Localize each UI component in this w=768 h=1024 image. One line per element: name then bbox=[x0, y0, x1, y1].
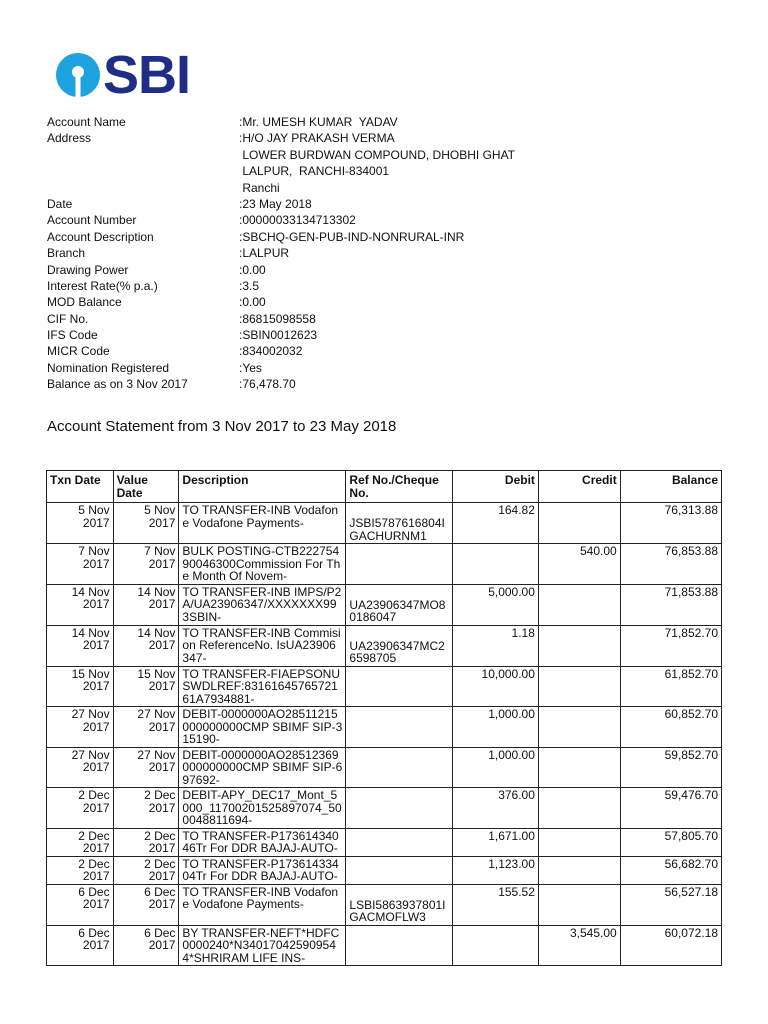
table-row bbox=[47, 707, 722, 748]
cell-balance: 56,527.18 bbox=[620, 884, 721, 925]
cell-debit: 10,000.00 bbox=[453, 666, 539, 707]
cell-txn-date: 27 Nov 2017 bbox=[47, 747, 114, 788]
info-value: :0.00 bbox=[239, 295, 266, 310]
cell-value-date: 14 Nov 2017 bbox=[113, 584, 179, 625]
cell-balance: 60,852.70 bbox=[620, 707, 721, 748]
cell-debit: 1,123.00 bbox=[453, 856, 539, 884]
cell-txn-date: 27 Nov 2017 bbox=[47, 707, 114, 748]
cell-ref bbox=[346, 707, 453, 748]
info-value: :86815098558 bbox=[239, 311, 316, 326]
info-label bbox=[47, 147, 239, 163]
header-credit: Credit bbox=[538, 471, 620, 503]
cell-credit: 540.00 bbox=[538, 544, 620, 585]
cell-value-date: 5 Nov 2017 bbox=[113, 503, 179, 544]
info-label: Account Number bbox=[47, 213, 137, 228]
table-row bbox=[47, 584, 722, 625]
info-row bbox=[47, 262, 515, 278]
info-row bbox=[47, 245, 515, 261]
info-value: :Mr. UMESH KUMAR YADAV bbox=[239, 115, 398, 129]
info-label: Account Name bbox=[47, 115, 126, 129]
info-label: CIF No. bbox=[47, 311, 89, 326]
info-label bbox=[47, 163, 239, 179]
cell-ref bbox=[346, 666, 453, 707]
cell-txn-date: 6 Dec 2017 bbox=[47, 925, 114, 966]
info-value: :SBCHQ-GEN-PUB-IND-NONRURAL-INR bbox=[239, 229, 465, 244]
table-row bbox=[47, 747, 722, 788]
cell-balance: 57,805.70 bbox=[620, 828, 721, 856]
cell-balance: 60,072.18 bbox=[620, 925, 721, 966]
header-debit: Debit bbox=[453, 471, 539, 503]
header-value-date: Value Date bbox=[113, 471, 179, 503]
info-value: :23 May 2018 bbox=[239, 196, 312, 211]
cell-balance: 61,852.70 bbox=[620, 666, 721, 707]
cell-value-date: 15 Nov 2017 bbox=[113, 666, 179, 707]
cell-credit bbox=[538, 503, 620, 544]
cell-description: DEBIT-0000000AO28512369000000000CMP SBIMF SIP-697692- bbox=[179, 747, 346, 788]
cell-description: TO TRANSFER-INB Commision ReferenceNo. IsUA23906347- bbox=[179, 625, 346, 666]
cell-credit bbox=[538, 828, 620, 856]
cell-balance: 56,682.70 bbox=[620, 856, 721, 884]
cell-description: TO TRANSFER-P17361433404Tr For DDR BAJAJ-AUTO- bbox=[179, 856, 346, 884]
info-value: Ranchi bbox=[239, 180, 280, 195]
table-row bbox=[47, 828, 722, 856]
info-value: LALPUR, RANCHI-834001 bbox=[239, 164, 390, 179]
cell-txn-date: 2 Dec 2017 bbox=[47, 788, 114, 829]
header-txn-date: Txn Date bbox=[47, 471, 114, 503]
cell-balance: 59,852.70 bbox=[620, 747, 721, 788]
info-label: Account Description bbox=[47, 229, 154, 244]
info-row bbox=[47, 229, 515, 245]
info-value: :834002032 bbox=[239, 344, 303, 359]
cell-debit: 164.82 bbox=[453, 503, 539, 544]
cell-description: BY TRANSFER-NEFT*HDFC0000240*N340170425909544*SHRIRAM LIFE INS- bbox=[179, 925, 346, 966]
table-row bbox=[47, 788, 722, 829]
cell-value-date: 6 Dec 2017 bbox=[113, 884, 179, 925]
cell-value-date: 2 Dec 2017 bbox=[113, 828, 179, 856]
cell-ref bbox=[346, 788, 453, 829]
cell-ref: UA23906347MC26598705 bbox=[346, 625, 453, 666]
info-label bbox=[47, 180, 239, 196]
cell-credit bbox=[538, 884, 620, 925]
cell-debit: 5,000.00 bbox=[453, 584, 539, 625]
cell-value-date: 2 Dec 2017 bbox=[113, 856, 179, 884]
cell-description: TO TRANSFER-P17361434046Tr For DDR BAJAJ-AUTO- bbox=[179, 828, 346, 856]
info-value: :00000033134713302 bbox=[239, 213, 356, 228]
info-label: Branch bbox=[47, 246, 86, 261]
cell-ref bbox=[346, 747, 453, 788]
info-label: Address bbox=[47, 131, 92, 146]
cell-debit: 1,671.00 bbox=[453, 828, 539, 856]
cell-balance: 76,313.88 bbox=[620, 503, 721, 544]
info-row bbox=[47, 163, 515, 179]
cell-debit: 1.18 bbox=[453, 625, 539, 666]
header-ref: Ref No./Cheque No. bbox=[346, 471, 453, 503]
cell-txn-date: 5 Nov 2017 bbox=[47, 503, 114, 544]
header-description: Description bbox=[179, 471, 346, 503]
info-row bbox=[47, 311, 515, 327]
sbi-logo bbox=[55, 45, 191, 105]
cell-credit bbox=[538, 707, 620, 748]
cell-txn-date: 7 Nov 2017 bbox=[47, 544, 114, 585]
cell-ref: LSBI5863937801IGACMOFLW3 bbox=[346, 884, 453, 925]
statement-title: Account Statement from 3 Nov 2017 to 23 May 2018 bbox=[47, 418, 397, 435]
info-label: Interest Rate(% p.a.) bbox=[47, 278, 158, 293]
table-row bbox=[47, 503, 722, 544]
info-row bbox=[47, 327, 515, 343]
cell-credit bbox=[538, 666, 620, 707]
info-value: :76,478.70 bbox=[239, 377, 296, 392]
info-row bbox=[47, 180, 515, 196]
info-row bbox=[47, 294, 515, 310]
sbi-logo-text: SBI bbox=[103, 45, 191, 105]
cell-txn-date: 14 Nov 2017 bbox=[47, 584, 114, 625]
info-value: :Yes bbox=[239, 360, 262, 375]
cell-ref: JSBI5787616804IGACHURNM1 bbox=[346, 503, 453, 544]
cell-balance: 59,476.70 bbox=[620, 788, 721, 829]
cell-balance: 71,853.88 bbox=[620, 584, 721, 625]
cell-credit: 3,545.00 bbox=[538, 925, 620, 966]
cell-debit bbox=[453, 925, 539, 966]
info-row bbox=[47, 343, 515, 359]
cell-description: TO TRANSFER-INB Vodafone Vodafone Payments- bbox=[179, 503, 346, 544]
cell-value-date: 7 Nov 2017 bbox=[113, 544, 179, 585]
info-row bbox=[47, 360, 515, 376]
cell-credit bbox=[538, 584, 620, 625]
sbi-logo-mark-icon bbox=[55, 52, 101, 98]
info-row bbox=[47, 376, 515, 392]
cell-ref bbox=[346, 856, 453, 884]
info-label: MOD Balance bbox=[47, 295, 122, 310]
cell-debit: 376.00 bbox=[453, 788, 539, 829]
cell-description: DEBIT-APY_DEC17_Mont_5000_11700201525897074_500048811694- bbox=[179, 788, 346, 829]
cell-description: TO TRANSFER-INB Vodafone Vodafone Payments- bbox=[179, 884, 346, 925]
cell-credit bbox=[538, 856, 620, 884]
cell-description: TO TRANSFER-FIAEPSONUSWDLREF:8316164576572161A7934881- bbox=[179, 666, 346, 707]
table-row bbox=[47, 544, 722, 585]
info-label: Drawing Power bbox=[47, 262, 129, 277]
cell-value-date: 27 Nov 2017 bbox=[113, 747, 179, 788]
info-value: :3.5 bbox=[239, 278, 260, 293]
cell-ref: UA23906347MO80186047 bbox=[346, 584, 453, 625]
cell-description: TO TRANSFER-INB IMPS/P2A/UA23906347/XXXXXXX993SBIN- bbox=[179, 584, 346, 625]
info-value: :0.00 bbox=[239, 262, 266, 277]
table-row bbox=[47, 925, 722, 966]
info-row bbox=[47, 278, 515, 294]
table-row bbox=[47, 666, 722, 707]
info-row bbox=[47, 212, 515, 228]
cell-debit bbox=[453, 544, 539, 585]
info-row bbox=[47, 130, 515, 146]
cell-txn-date: 14 Nov 2017 bbox=[47, 625, 114, 666]
info-value: :LALPUR bbox=[239, 246, 290, 261]
info-value: LOWER BURDWAN COMPOUND, DHOBHI GHAT bbox=[239, 147, 516, 162]
cell-txn-date: 2 Dec 2017 bbox=[47, 828, 114, 856]
cell-txn-date: 6 Dec 2017 bbox=[47, 884, 114, 925]
cell-credit bbox=[538, 625, 620, 666]
cell-debit: 1,000.00 bbox=[453, 747, 539, 788]
table-row bbox=[47, 625, 722, 666]
info-value: :H/O JAY PRAKASH VERMA bbox=[239, 131, 395, 146]
cell-credit bbox=[538, 788, 620, 829]
header-balance: Balance bbox=[620, 471, 721, 503]
cell-balance: 71,852.70 bbox=[620, 625, 721, 666]
table-row bbox=[47, 884, 722, 925]
cell-description: BULK POSTING-CTB22275490046300Commission For The Month Of Novem- bbox=[179, 544, 346, 585]
info-label: Balance as on 3 Nov 2017 bbox=[47, 377, 188, 392]
cell-ref bbox=[346, 544, 453, 585]
cell-balance: 76,853.88 bbox=[620, 544, 721, 585]
cell-debit: 1,000.00 bbox=[453, 707, 539, 748]
cell-value-date: 2 Dec 2017 bbox=[113, 788, 179, 829]
cell-credit bbox=[538, 747, 620, 788]
info-row bbox=[47, 114, 515, 130]
info-label: Date bbox=[47, 196, 73, 211]
cell-ref bbox=[346, 828, 453, 856]
cell-value-date: 27 Nov 2017 bbox=[113, 707, 179, 748]
cell-txn-date: 2 Dec 2017 bbox=[47, 856, 114, 884]
info-label: MICR Code bbox=[47, 344, 110, 359]
cell-txn-date: 15 Nov 2017 bbox=[47, 666, 114, 707]
cell-description: DEBIT-0000000AO28511215000000000CMP SBIMF SIP-315190- bbox=[179, 707, 346, 748]
transactions-table bbox=[46, 470, 722, 966]
info-value: :SBIN0012623 bbox=[239, 328, 318, 343]
table-row bbox=[47, 856, 722, 884]
account-info bbox=[47, 114, 515, 393]
table-header-row bbox=[47, 471, 722, 503]
info-row bbox=[47, 196, 515, 212]
cell-debit: 155.52 bbox=[453, 884, 539, 925]
info-label: Nomination Registered bbox=[47, 360, 170, 375]
info-row bbox=[47, 147, 515, 163]
cell-ref bbox=[346, 925, 453, 966]
info-label: IFS Code bbox=[47, 328, 98, 343]
cell-value-date: 14 Nov 2017 bbox=[113, 625, 179, 666]
cell-value-date: 6 Dec 2017 bbox=[113, 925, 179, 966]
